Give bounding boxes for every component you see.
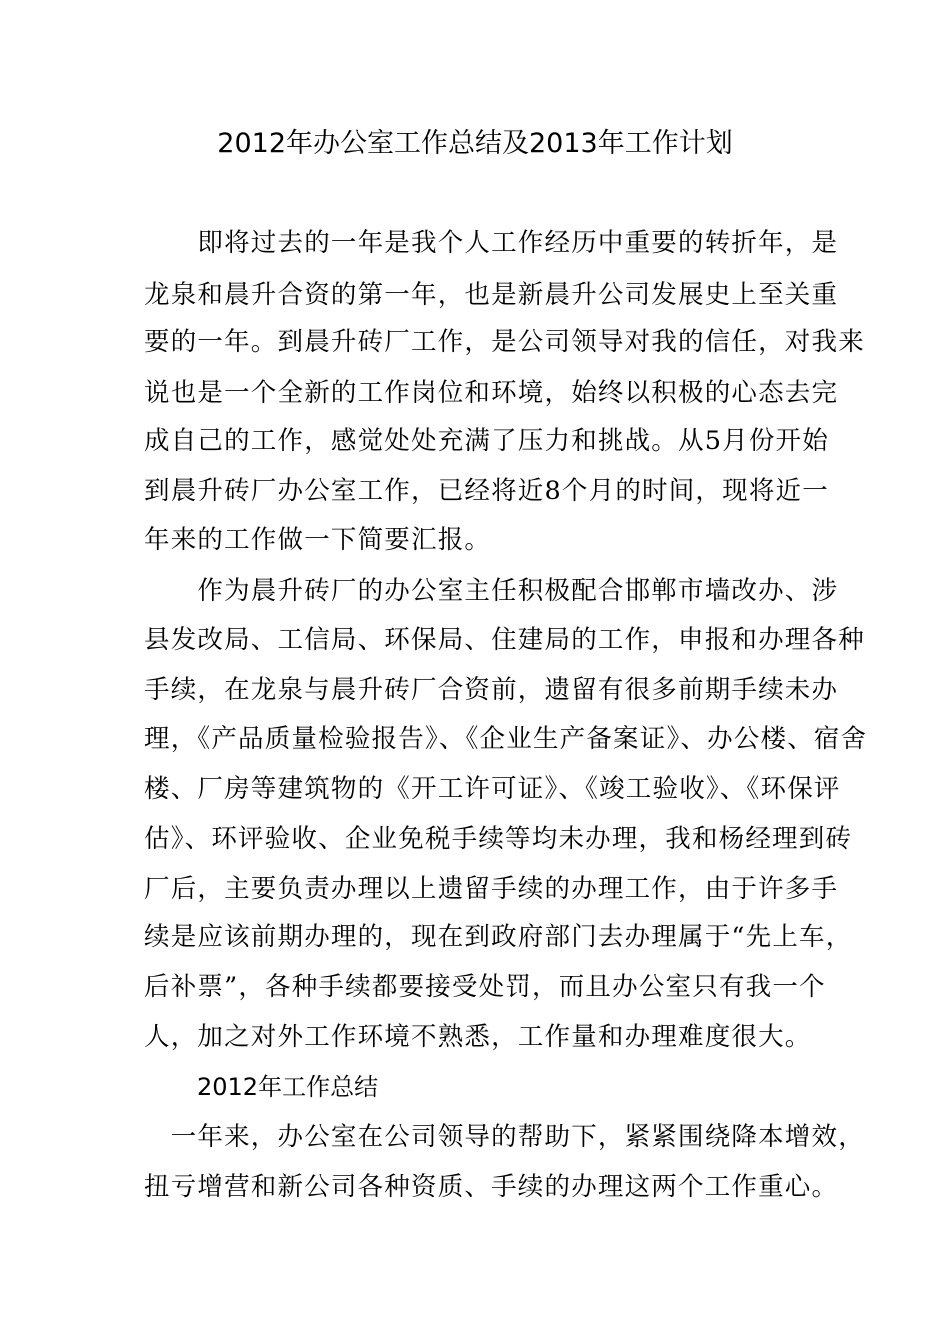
paragraph-line: 成自己的工作，感觉处处充满了压力和挑战。从5月份开始: [144, 426, 829, 456]
paragraph-line: 龙泉和晨升合资的第一年，也是新晨升公司发展史上至关重: [144, 280, 839, 310]
paragraph-line: 理，《产品质量检验报告》、《企业生产备案证》、办公楼、宿舍: [144, 724, 868, 754]
paragraph-line: 作为晨升砖厂的办公室主任积极配合邯郸市墙改办、涉: [144, 576, 839, 606]
paragraph-line: 即将过去的一年是我个人工作经历中重要的转折年，是: [144, 228, 839, 258]
paragraph-line: 手续，在龙泉与晨升砖厂合资前，遗留有很多前期手续未办: [144, 675, 839, 705]
paragraph-line: 县发改局、工信局、环保局、住建局的工作，申报和办理各种: [144, 625, 865, 655]
paragraph-line: 年来的工作做一下简要汇报。: [144, 525, 492, 555]
paragraph-line: 到晨升砖厂办公室工作，已经将近8个月的时间，现将近一: [144, 476, 829, 506]
paragraph-line: 续是应该前期办理的，现在到政府部门去办理属于“先上车，: [144, 922, 853, 952]
paragraph-line: 人，加之对外工作环境不熟悉，工作量和办理难度很大。: [144, 1022, 812, 1052]
paragraph-line: 估》、环评验收、企业免税手续等均未办理，我和杨经理到砖: [144, 824, 853, 854]
document-title: 2012年办公室工作总结及2013年工作计划: [217, 128, 733, 159]
paragraph-line: 要的一年。到晨升砖厂工作，是公司领导对我的信任，对我来: [144, 327, 865, 357]
paragraph-line: 说也是一个全新的工作岗位和环境，始终以积极的心态去完: [144, 378, 839, 408]
paragraph-line: 楼、厂房等建筑物的《开工许可证》、《竣工验收》、《环保评: [144, 774, 841, 804]
section-heading: 2012年工作总结: [197, 1073, 379, 1101]
paragraph-line: 一年来，办公室在公司领导的帮助下，紧紧围绕降本增效，: [144, 1122, 865, 1152]
paragraph-line: 后补票”，各种手续都要接受处罚，而且办公室只有我一个: [144, 972, 826, 1002]
paragraph-line: 扭亏增营和新公司各种资质、手续的办理这两个工作重心。: [144, 1172, 839, 1202]
paragraph-line: 厂后，主要负责办理以上遗留手续的办理工作，由于许多手: [144, 874, 839, 904]
